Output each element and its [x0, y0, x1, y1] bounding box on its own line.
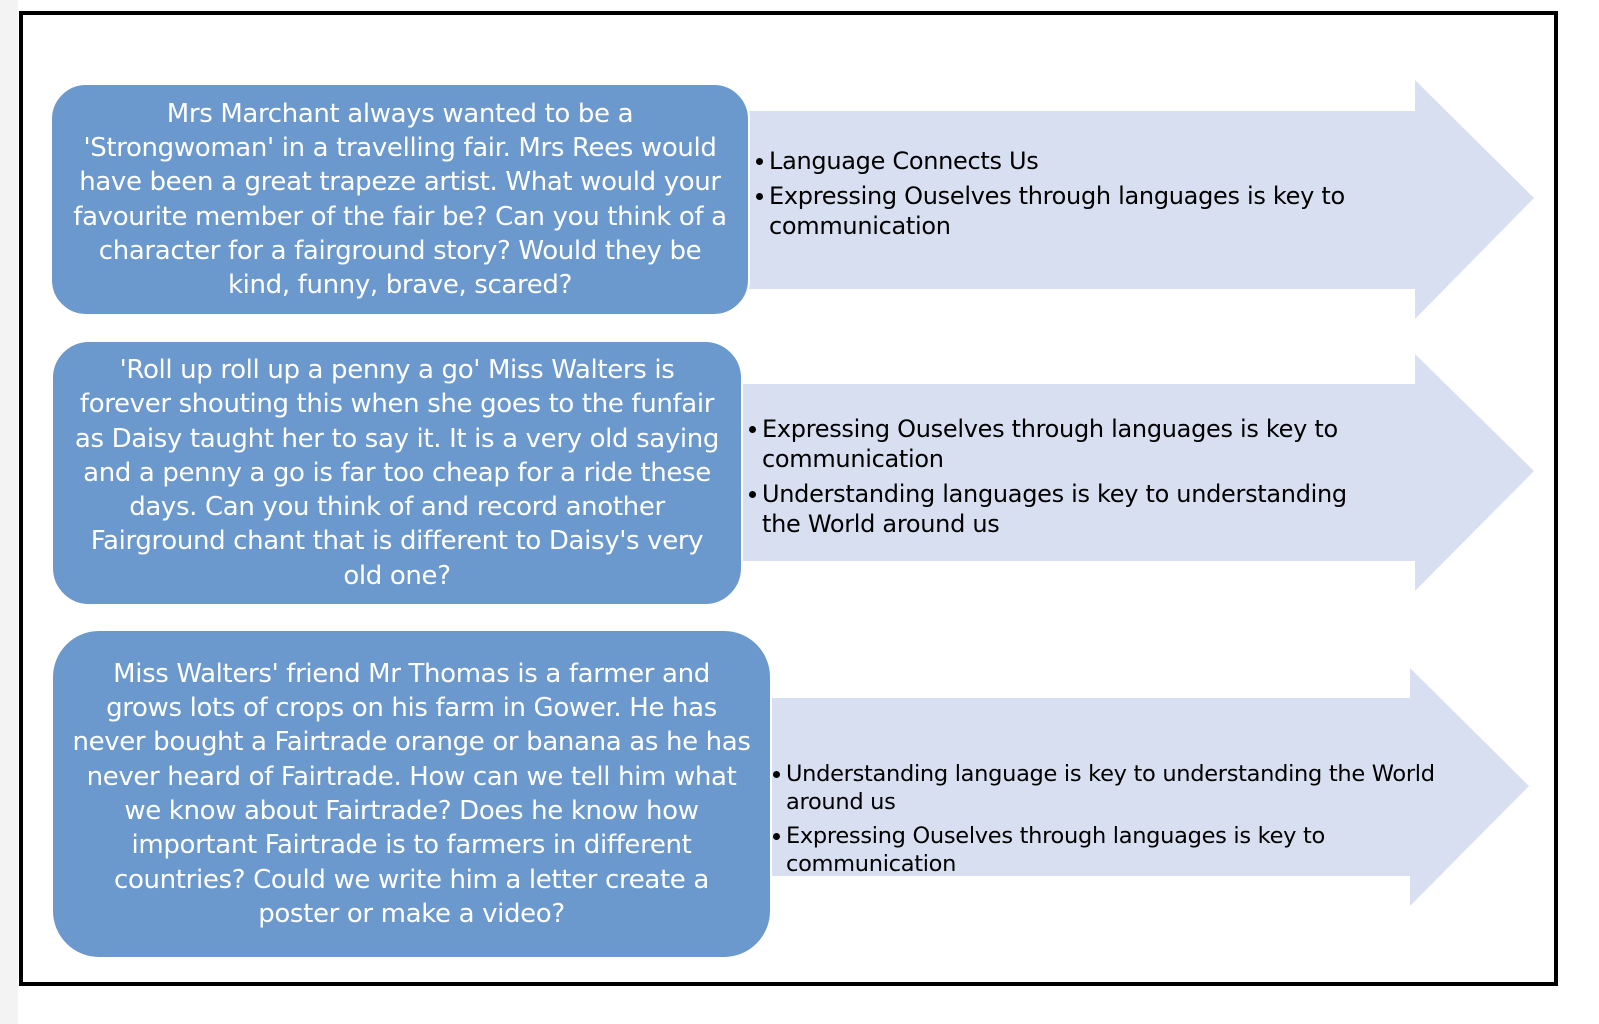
- bullet-list-row-1: [755, 146, 1355, 246]
- prompt-text-row-1: Mrs Marchant always wanted to be a 'Strongwoman' in a travelling fair. Mrs Rees would have been a great trapeze artist. What would your favourite member of the fair be? Can you think of a character for a fairground story? Would they be kind, funny, brave, scared?: [73, 98, 727, 301]
- bullet-item: Understanding language is key to understanding the World around us: [772, 760, 1462, 816]
- prompt-bubble-row-3: [51, 629, 772, 959]
- page-gutter: [0, 0, 18, 1024]
- bullet-item: Understanding languages is key to understanding the World around us: [748, 479, 1388, 539]
- prompt-text-row-2: 'Roll up roll up a penny a go' Miss Walters is forever shouting this when she goes to the funfair as Daisy taught her to say it. It is a very old saying and a penny a go is far too cheap for a ride these days. Can you think of and record another Fairground chant that is different to Daisy's very old one?: [74, 354, 720, 591]
- bullet-item: Expressing Ouselves through languages is key to communication: [748, 414, 1352, 474]
- bullet-item: Language Connects Us: [755, 146, 1355, 176]
- prompt-bubble-row-2: [51, 340, 743, 606]
- prompt-text-row-3: Miss Walters' friend Mr Thomas is a farmer and grows lots of crops on his farm in Gower. He has never bought a Fairtrade orange or banana as he has never heard of Fairtrade. How can we tell him what we know about Fairtrade? Does he know how important Fairtrade is to farmers in different countries? Could we write him a letter create a poster or make a video?: [72, 658, 751, 929]
- bullet-list-row-2: [748, 414, 1388, 544]
- prompt-bubble-row-1: [50, 83, 750, 316]
- bullet-item: Expressing Ouselves through languages is key to communication: [772, 822, 1346, 878]
- bullet-list-row-3: [772, 760, 1462, 884]
- bullet-item: Expressing Ouselves through languages is key to communication: [755, 181, 1369, 241]
